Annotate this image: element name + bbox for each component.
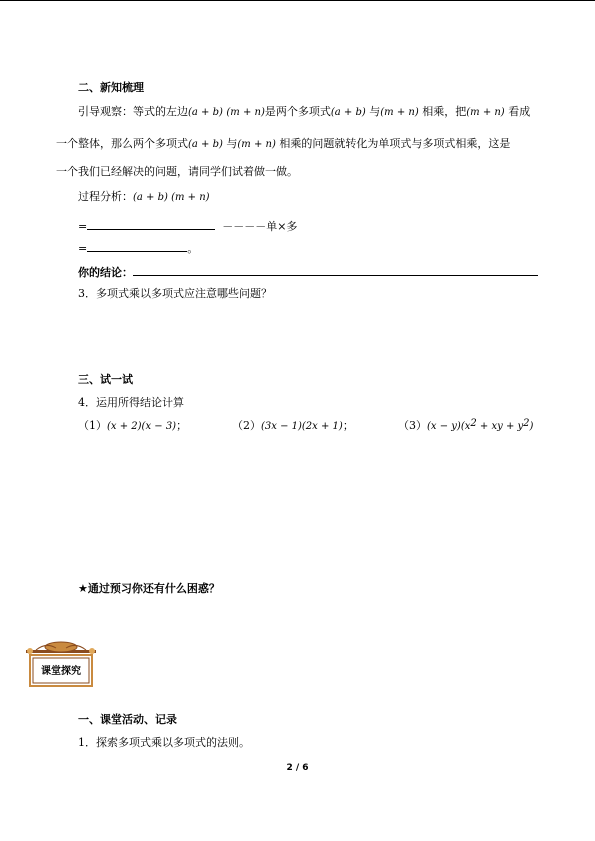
section-heading-new-knowledge: 二、新知梳理 [78,81,144,94]
question-3: 3．多项式乘以多项式应注意哪些问题？ [78,287,272,300]
process-analysis-label: 过程分析： [78,190,133,203]
step-2-line: = 。 [78,242,199,255]
class-activity-item-1: 1．探索多项式乘以多项式的法则。 [78,736,250,749]
expr-m-plus-n: (m + n) [226,107,265,118]
conclusion-line [78,264,538,280]
exercise-1-expr: (x + 2)(x − 3) [107,421,177,432]
process-analysis [78,190,210,205]
page-number: 2 / 6 [286,763,309,773]
classroom-explore-badge [26,640,96,688]
preview-question: ★通过预习你还有什么困惑？ [78,582,220,595]
exercise-1: （1）(x + 2)(x − 3)； [78,419,188,432]
expr-a-plus-b: (a + b) [188,107,223,118]
exercise-3: （3）(x − y)(x2 + xy + y2) [398,418,534,432]
exercise-2-expr: (3x − 1)(2x + 1) [261,421,343,432]
question-4: 4．运用所得结论计算 [78,396,184,409]
exercise-2: （2）(3x − 1)(2x + 1)； [232,419,354,432]
process-analysis-expr: (a + b) (m + n) [133,192,210,203]
conclusion-label: 你的结论： [78,266,133,279]
top-rule [0,0,595,1]
paragraph-line-2: 一个整体，那么两个多项式(a + b) 与(m + n) 相乘的问题就转化为单项式与多项式相乘，这是 [56,137,511,150]
paragraph-line-3: 一个我们已经解决的问题，请同学们试着做一做。 [56,165,298,178]
step-1-note: －－－－单×多 [222,220,298,233]
badge-label: 课堂探究 [41,666,81,677]
step-1-blank[interactable] [87,218,215,230]
section-heading-class-activity: 一、课堂活动、记录 [78,713,177,726]
step-2-blank[interactable] [87,240,187,252]
paragraph-line-1: 引导观察：等式的左边(a + b) (m + n)是两个多项式(a + b) 与(m + n) 相乘，把(m + n) 看成 [78,105,531,118]
section-heading-try: 三、试一试 [78,373,133,386]
step-1-line: = －－－－单×多 [78,220,298,233]
conclusion-blank[interactable] [133,264,538,276]
